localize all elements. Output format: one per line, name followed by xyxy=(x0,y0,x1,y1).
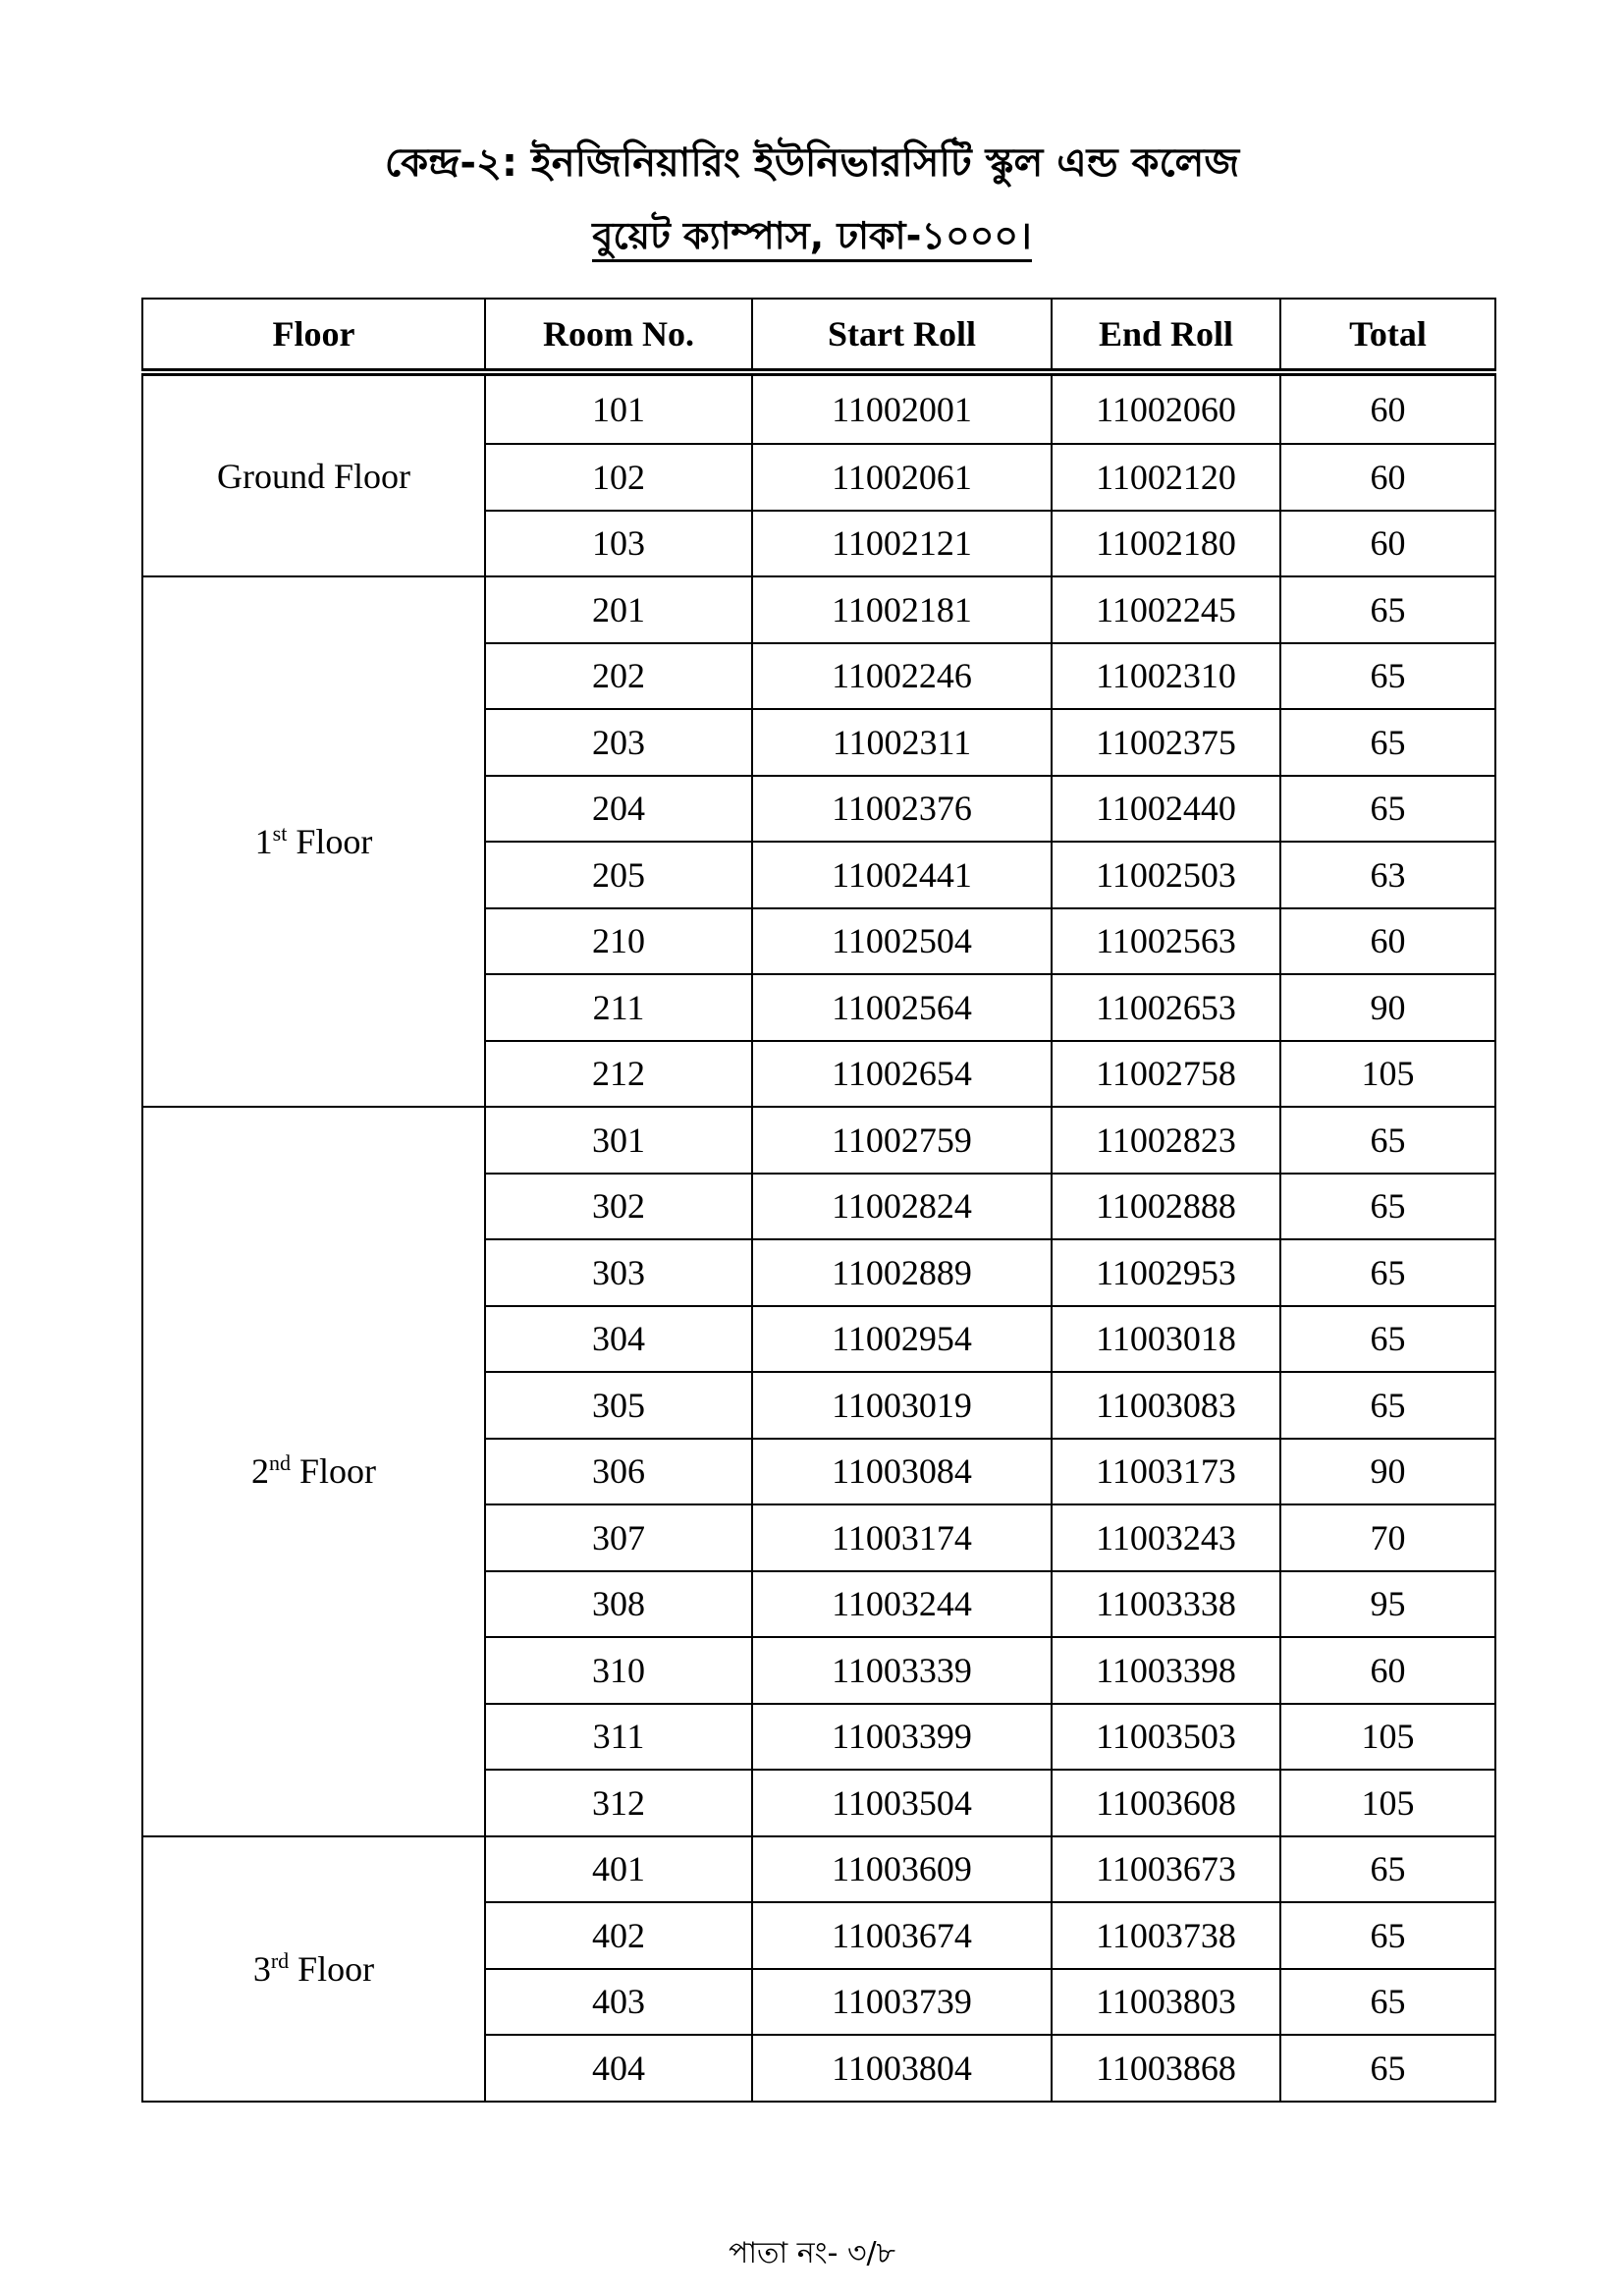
page-number: পাতা নং- ৩/৮ xyxy=(728,2236,896,2270)
start-roll-cell: 11003399 xyxy=(752,1704,1052,1771)
total-cell: 105 xyxy=(1280,1770,1495,1836)
end-roll-cell: 11002503 xyxy=(1052,842,1280,908)
floor-label: 1 xyxy=(254,822,273,861)
room-number-cell: 404 xyxy=(485,2035,752,2102)
room-number-cell: 307 xyxy=(485,1504,752,1571)
total-cell: 95 xyxy=(1280,1571,1495,1638)
room-number-cell: 210 xyxy=(485,908,752,975)
start-roll-cell: 11002564 xyxy=(752,974,1052,1041)
total-cell: 105 xyxy=(1280,1704,1495,1771)
room-number-cell: 311 xyxy=(485,1704,752,1771)
floor-label: 3 xyxy=(252,1948,271,1989)
end-roll-cell: 11002823 xyxy=(1052,1107,1280,1174)
table-row xyxy=(142,372,1495,444)
start-roll-cell: 11002376 xyxy=(752,776,1052,843)
room-number-cell: 101 xyxy=(485,372,752,444)
total-cell: 65 xyxy=(1280,1372,1495,1439)
floor-label-rest: Floor xyxy=(290,1451,376,1492)
end-roll-cell: 11002310 xyxy=(1052,643,1280,710)
floor-label-rest: Floor xyxy=(287,822,373,861)
total-cell: 60 xyxy=(1280,1637,1495,1704)
total-cell: 65 xyxy=(1280,709,1495,776)
start-roll-cell: 11002001 xyxy=(752,372,1052,444)
total-cell: 65 xyxy=(1280,1969,1495,2036)
start-roll-cell: 11003339 xyxy=(752,1637,1052,1704)
total-cell: 65 xyxy=(1280,643,1495,710)
floor-label: 2 xyxy=(250,1451,269,1492)
floor-cell xyxy=(142,1836,485,2102)
room-number-cell: 305 xyxy=(485,1372,752,1439)
total-cell: 70 xyxy=(1280,1504,1495,1571)
start-roll-cell: 11002311 xyxy=(752,709,1052,776)
total-cell: 65 xyxy=(1280,1107,1495,1174)
room-number-cell: 306 xyxy=(485,1439,752,1505)
end-roll-cell: 11002563 xyxy=(1052,908,1280,975)
start-roll-cell: 11002441 xyxy=(752,842,1052,908)
total-cell: 65 xyxy=(1280,1239,1495,1306)
header-row xyxy=(142,299,1495,372)
start-roll-cell: 11002246 xyxy=(752,643,1052,710)
room-number-cell: 308 xyxy=(485,1571,752,1638)
subtitle-text: বুয়েট ক্যাম্পাস, ঢাকা-১০০০। xyxy=(592,214,1031,262)
total-cell: 65 xyxy=(1280,1902,1495,1969)
end-roll-cell: 11003503 xyxy=(1052,1704,1280,1771)
room-number-cell: 402 xyxy=(485,1902,752,1969)
room-number-cell: 202 xyxy=(485,643,752,710)
start-roll-cell: 11003674 xyxy=(752,1902,1052,1969)
end-roll-cell: 11003738 xyxy=(1052,1902,1280,1969)
total-cell: 60 xyxy=(1280,511,1495,577)
column-header-end-roll: End Roll xyxy=(1052,299,1280,372)
floor-label-rest: Floor xyxy=(289,1948,375,1989)
room-number-cell: 312 xyxy=(485,1770,752,1836)
end-roll-cell: 11003338 xyxy=(1052,1571,1280,1638)
end-roll-cell: 11003673 xyxy=(1052,1836,1280,1903)
start-roll-cell: 11002504 xyxy=(752,908,1052,975)
start-roll-cell: 11003504 xyxy=(752,1770,1052,1836)
start-roll-cell: 11002121 xyxy=(752,511,1052,577)
start-roll-cell: 11002181 xyxy=(752,576,1052,643)
start-roll-cell: 11003739 xyxy=(752,1969,1052,2036)
end-roll-cell: 11003083 xyxy=(1052,1372,1280,1439)
start-roll-cell: 11003084 xyxy=(752,1439,1052,1505)
room-number-cell: 204 xyxy=(485,776,752,843)
start-roll-cell: 11002889 xyxy=(752,1239,1052,1306)
floor-ordinal-suffix: st xyxy=(272,821,288,846)
start-roll-cell: 11003019 xyxy=(752,1372,1052,1439)
column-header-room: Room No. xyxy=(485,299,752,372)
room-number-cell: 201 xyxy=(485,576,752,643)
room-number-cell: 302 xyxy=(485,1174,752,1240)
room-number-cell: 102 xyxy=(485,444,752,511)
end-roll-cell: 11002888 xyxy=(1052,1174,1280,1240)
end-roll-cell: 11003018 xyxy=(1052,1306,1280,1373)
total-cell: 60 xyxy=(1280,372,1495,444)
end-roll-cell: 11002180 xyxy=(1052,511,1280,577)
end-roll-cell: 11003398 xyxy=(1052,1637,1280,1704)
document-title: কেন্দ্র-২: ইনজিনিয়ারিং ইউনিভারসিটি স্কুল এন্ড কলেজ xyxy=(384,140,1240,186)
start-roll-cell: 11002824 xyxy=(752,1174,1052,1240)
end-roll-cell: 11003243 xyxy=(1052,1504,1280,1571)
column-header-total: Total xyxy=(1280,299,1495,372)
end-roll-cell: 11002120 xyxy=(1052,444,1280,511)
floor-cell xyxy=(142,576,485,1107)
room-number-cell: 303 xyxy=(485,1239,752,1306)
start-roll-cell: 11003174 xyxy=(752,1504,1052,1571)
start-roll-cell: 11003804 xyxy=(752,2035,1052,2102)
room-number-cell: 212 xyxy=(485,1041,752,1108)
end-roll-cell: 11003868 xyxy=(1052,2035,1280,2102)
table-header xyxy=(142,299,1495,372)
document-subtitle xyxy=(0,208,1624,263)
start-roll-cell: 11003609 xyxy=(752,1836,1052,1903)
total-cell: 63 xyxy=(1280,842,1495,908)
table-row xyxy=(142,576,1495,643)
end-roll-cell: 11002060 xyxy=(1052,372,1280,444)
column-header-start-roll: Start Roll xyxy=(752,299,1052,372)
total-cell: 105 xyxy=(1280,1041,1495,1108)
room-number-cell: 403 xyxy=(485,1969,752,2036)
total-cell: 90 xyxy=(1280,1439,1495,1505)
total-cell: 65 xyxy=(1280,776,1495,843)
floor-cell xyxy=(142,372,485,576)
total-cell: 60 xyxy=(1280,908,1495,975)
total-cell: 65 xyxy=(1280,576,1495,643)
room-number-cell: 401 xyxy=(485,1836,752,1903)
total-cell: 60 xyxy=(1280,444,1495,511)
floor-ordinal-suffix: nd xyxy=(268,1450,291,1476)
column-header-floor: Floor xyxy=(142,299,485,372)
table-body xyxy=(142,372,1495,2102)
total-cell: 65 xyxy=(1280,2035,1495,2102)
total-cell: 65 xyxy=(1280,1836,1495,1903)
end-roll-cell: 11003173 xyxy=(1052,1439,1280,1505)
start-roll-cell: 11002954 xyxy=(752,1306,1052,1373)
end-roll-cell: 11003803 xyxy=(1052,1969,1280,2036)
floor-cell xyxy=(142,1107,485,1836)
table-row xyxy=(142,1107,1495,1174)
seat-allocation-table xyxy=(141,298,1496,2103)
room-number-cell: 301 xyxy=(485,1107,752,1174)
end-roll-cell: 11002953 xyxy=(1052,1239,1280,1306)
room-number-cell: 304 xyxy=(485,1306,752,1373)
room-number-cell: 205 xyxy=(485,842,752,908)
start-roll-cell: 11002759 xyxy=(752,1107,1052,1174)
end-roll-cell: 11003608 xyxy=(1052,1770,1280,1836)
total-cell: 65 xyxy=(1280,1174,1495,1240)
room-number-cell: 103 xyxy=(485,511,752,577)
room-number-cell: 310 xyxy=(485,1637,752,1704)
end-roll-cell: 11002440 xyxy=(1052,776,1280,843)
total-cell: 90 xyxy=(1280,974,1495,1041)
end-roll-cell: 11002653 xyxy=(1052,974,1280,1041)
start-roll-cell: 11002061 xyxy=(752,444,1052,511)
start-roll-cell: 11003244 xyxy=(752,1571,1052,1638)
end-roll-cell: 11002245 xyxy=(1052,576,1280,643)
table-row xyxy=(142,1836,1495,1903)
room-number-cell: 203 xyxy=(485,709,752,776)
floor-ordinal-suffix: rd xyxy=(270,1947,290,1973)
total-cell: 65 xyxy=(1280,1306,1495,1373)
end-roll-cell: 11002758 xyxy=(1052,1041,1280,1108)
floor-label: Ground Floor xyxy=(217,456,410,496)
end-roll-cell: 11002375 xyxy=(1052,709,1280,776)
room-number-cell: 211 xyxy=(485,974,752,1041)
start-roll-cell: 11002654 xyxy=(752,1041,1052,1108)
